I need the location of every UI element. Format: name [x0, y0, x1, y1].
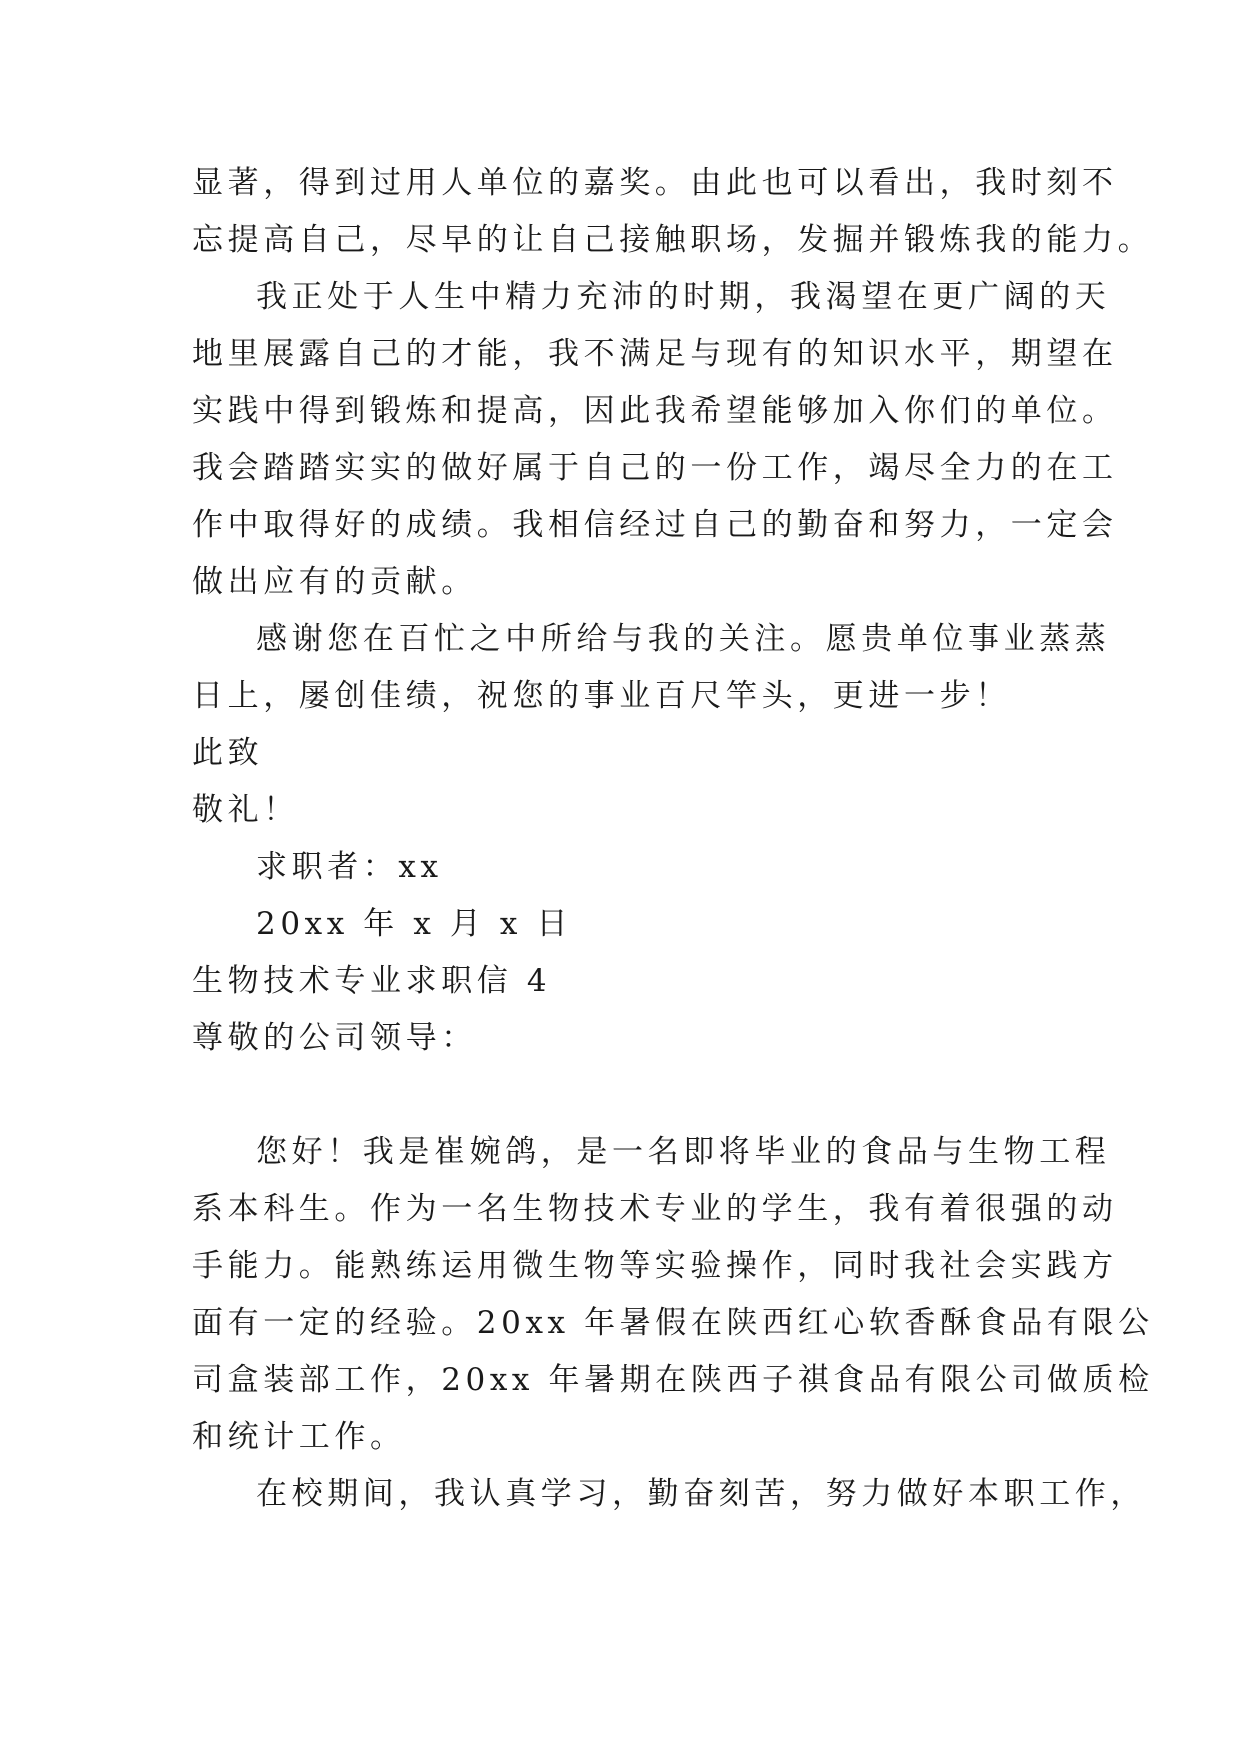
text-line: 手能力。能熟练运用微生物等实验操作，同时我社会实践方 — [192, 1248, 1118, 1284]
signature-line: 求职者：xx — [256, 849, 443, 885]
text-line: 日上，屡创佳绩，祝您的事业百尺竿头，更进一步！ — [192, 678, 1011, 714]
text-line: 面有一定的经验。20xx 年暑假在陕西红心软香酥食品有限公 — [192, 1305, 1154, 1341]
text-line: 实践中得到锻炼和提高，因此我希望能够加入你们的单位。 — [192, 393, 1118, 429]
text-line: 我会踏踏实实的做好属于自己的一份工作，竭尽全力的在工 — [192, 450, 1118, 486]
text-line: 地里展露自己的才能，我不满足与现有的知识水平，期望在 — [192, 336, 1118, 372]
text-line: 系本科生。作为一名生物技术专业的学生，我有着很强的动 — [192, 1191, 1118, 1227]
text-line: 司盒装部工作，20xx 年暑期在陕西子祺食品有限公司做质检 — [192, 1362, 1154, 1398]
text-line: 显著，得到过用人单位的嘉奖。由此也可以看出，我时刻不 — [192, 165, 1118, 201]
text-line: 感谢您在百忙之中所给与我的关注。愿贵单位事业蒸蒸 — [256, 621, 1111, 657]
text-line: 忘提高自己，尽早的让自己接触职场，发掘并锻炼我的能力。 — [192, 222, 1154, 258]
closing-regards: 敬礼！ — [192, 792, 299, 828]
text-line: 在校期间，我认真学习，勤奋刻苦，努力做好本职工作， — [256, 1476, 1146, 1512]
text-line: 做出应有的贡献。 — [192, 564, 477, 600]
text-line: 您好！我是崔婉鸽，是一名即将毕业的食品与生物工程 — [256, 1134, 1111, 1170]
text-line: 我正处于人生中精力充沛的时期，我渴望在更广阔的天 — [256, 279, 1111, 315]
closing-salutation: 此致 — [192, 735, 264, 771]
section-title: 生物技术专业求职信 4 — [192, 963, 552, 999]
text-line: 和统计工作。 — [192, 1419, 406, 1455]
date-line: 20xx 年 x 月 x 日 — [256, 906, 573, 942]
text-line: 作中取得好的成绩。我相信经过自己的勤奋和努力，一定会 — [192, 507, 1118, 543]
greeting: 尊敬的公司领导： — [192, 1020, 477, 1056]
